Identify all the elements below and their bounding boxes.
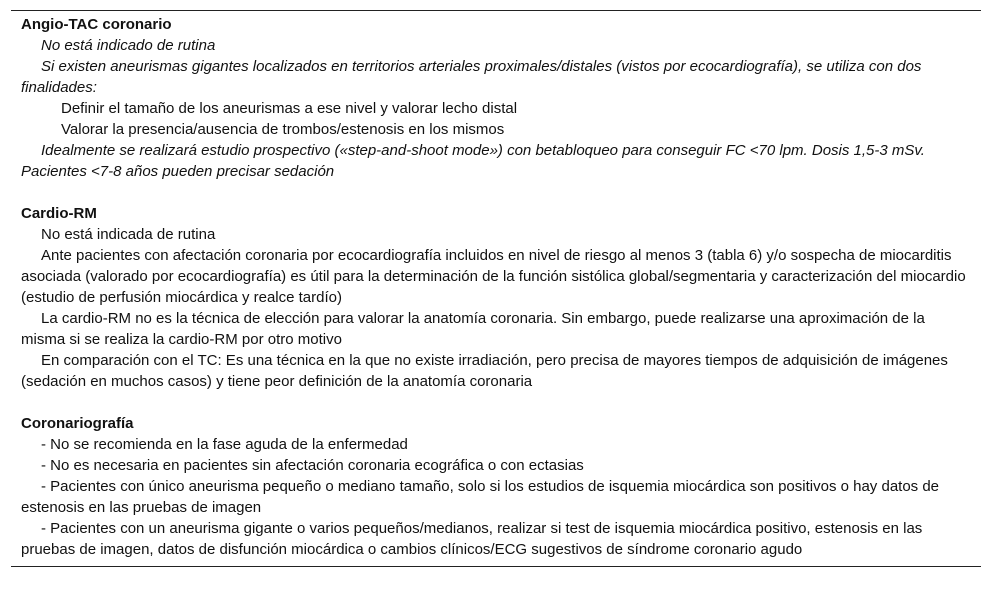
section-list-item: - No se recomienda en la fase aguda de la enfermedad: [41, 436, 408, 453]
section-title: Cardio-RM: [21, 205, 97, 222]
section-sub-paragraph: Definir el tamaño de los aneurismas a ese nivel y valorar lecho distal: [61, 100, 518, 117]
section-list-item: - Pacientes con único aneurisma pequeño o mediano tamaño, solo si los estudios de isquemia miocárdica son positivos o hay datos de estenosis en las pruebas de imagen: [21, 478, 940, 516]
section-cardio-rm: [21, 203, 971, 392]
section-paragraph: No está indicada de rutina: [41, 226, 216, 243]
section-paragraph: Idealmente se realizará estudio prospectivo («step-and-shoot mode») con betabloqueo para conseguir FC <70 lpm. Dosis 1,5-3 mSv. Pacientes <7-8 años pueden precisar sedación: [21, 142, 925, 180]
section-list-item: - No es necesaria en pacientes sin afectación coronaria ecográfica o con ectasias: [41, 457, 584, 474]
section-title: Angio-TAC coronario: [21, 16, 172, 33]
section-paragraph: La cardio-RM no es la técnica de elección para valorar la anatomía coronaria. Sin embargo, puede realizarse una aproximación de la misma si se realiza la cardio-RM por otro motivo: [21, 310, 925, 348]
section-paragraph: No está indicado de rutina: [41, 37, 216, 54]
section-coronariografia: [21, 413, 971, 560]
section-paragraph: En comparación con el TC: Es una técnica en la que no existe irradiación, pero precisa de mayores tiempos de adquisición de imágenes (sedación en muchos casos) y tiene peor definición de la anatomía coronaria: [21, 352, 948, 390]
section-paragraph: Si existen aneurismas gigantes localizados en territorios arteriales proximales/distales (vistos por ecocardiografía), se utiliza con dos finalidades:: [21, 58, 922, 96]
section-list-item: - Pacientes con un aneurisma gigante o varios pequeños/medianos, realizar si test de isquemia miocárdica positivo, estenosis en las pruebas de imagen, datos de disfunción miocárdica o cambios clínicos/ECG sugestivos de síndrome coronario agudo: [21, 520, 923, 558]
section-paragraph: Ante pacientes con afectación coronaria por ecocardiografía incluidos en nivel de riesgo al menos 3 (tabla 6) y/o sospecha de miocarditis asociada (valorado por ecocardiografía) es útil para la determinación de la función sistólica global/segmentaria y caracterización del miocardio (estudio de perfusión miocárdica y realce tardío): [21, 247, 966, 306]
section-title: Coronariografía: [21, 415, 134, 432]
section-sub-paragraph: Valorar la presencia/ausencia de trombos/estenosis en los mismos: [61, 121, 505, 138]
section-angio-tac: [21, 14, 971, 182]
document-table: [11, 10, 981, 567]
